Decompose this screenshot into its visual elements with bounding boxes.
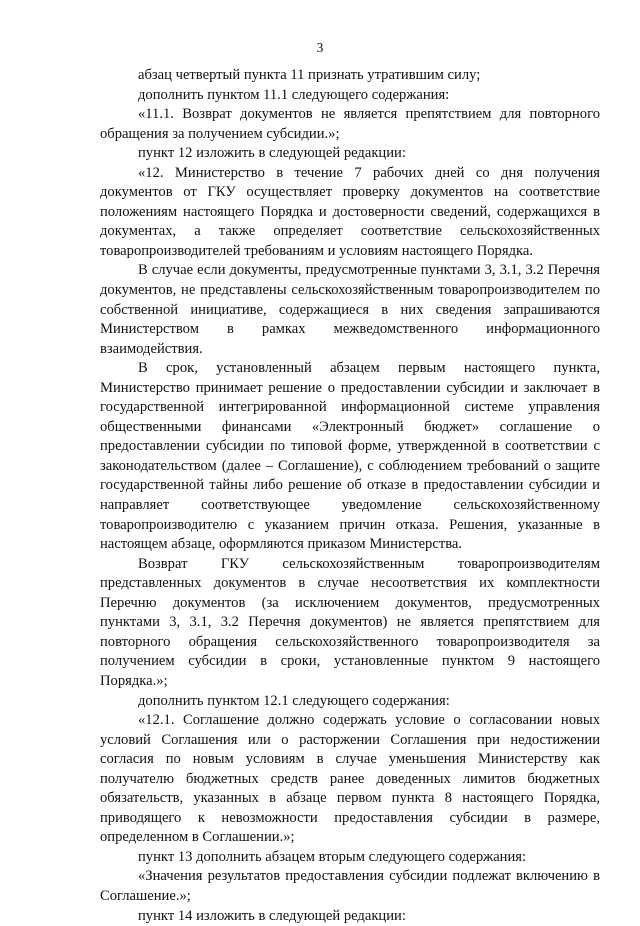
page-number: 3 xyxy=(316,40,324,55)
paragraph: В срок, установленный абзацем первым настоящего пункта, Министерство принимает решение о предоставлении субсидии и заключает в государственной интегрированной информационной системе управления общественными финансами «Электронный бюджет» соглашение о предоставлении субсидии по типовой форме, утвержденной в соответствии с законодательством (далее – Соглашение), с соблюдением требований о защите государственной тайны либо решение об отказе в предоставлении субсидии и направляет соответствующее уведомление сельскохозяйственному товаропроизводителю с указанием причин отказа. Решения, указанные в настоящем абзаце, оформляются приказом Министерства. xyxy=(100,360,600,553)
paragraph: «Значения результатов предоставления субсидии подлежат включению в Соглашение.»; xyxy=(100,868,600,904)
paragraph: пункт 13 дополнить абзацем вторым следующего содержания: xyxy=(138,848,527,865)
paragraph: дополнить пунктом 12.1 следующего содержания: xyxy=(138,692,450,709)
paragraph: «12. Министерство в течение 7 рабочих дней со дня получения документов от ГКУ осуществляет проверку документов на соответствие положениям настоящего Порядка и достоверности сведений, содержащихся в документах, а также определяет соответствие сельскохозяйственных товаропроизводителей требованиям и условиям настоящего Порядка. xyxy=(100,164,600,259)
paragraph: Возврат ГКУ сельскохозяйственным товаропроизводителям представленных документов в случае несоответствия их комплектности Перечню документов (за исключением документов, предусмотренных пунктами 3, 3.1, 3.2 Перечня документов) не является препятствием для повторного обращения сельскохозяйственного товаропроизводителя за получением субсидии в сроки, установленные пунктом 9 настоящего Порядка.»; xyxy=(100,555,600,689)
paragraph: пункт 14 изложить в следующей редакции: xyxy=(138,907,406,924)
paragraph: В случае если документы, предусмотренные пунктами 3, 3.1, 3.2 Перечня документов, не представлены сельскохозяйственным товаропроизводителем по собственной инициативе, содержащиеся в них сведения запрашиваются Министерством в рамках межведомственного информационного взаимодействия. xyxy=(100,262,600,357)
paragraph: дополнить пунктом 11.1 следующего содержания: xyxy=(138,86,450,103)
paragraph: пункт 12 изложить в следующей редакции: xyxy=(138,145,406,162)
document-body xyxy=(100,66,600,926)
paragraph: «12.1. Соглашение должно содержать условие о согласовании новых условий Соглашения или о расторжении Соглашения при недостижении согласия по новым условиям в случае уменьшения Министерству как получателю бюджетных средств ранее доведенных лимитов бюджетных обязательств, указанных в абзаце первом пункта 8 настоящего Порядка, приводящего к невозможности предоставления субсидии в размере, определенном в Соглашении.»; xyxy=(100,712,600,846)
paragraph: «11.1. Возврат документов не является препятствием для повторного обращения за получением субсидии.»; xyxy=(100,106,600,142)
paragraph: абзац четвертый пункта 11 признать утратившим силу; xyxy=(138,67,481,83)
